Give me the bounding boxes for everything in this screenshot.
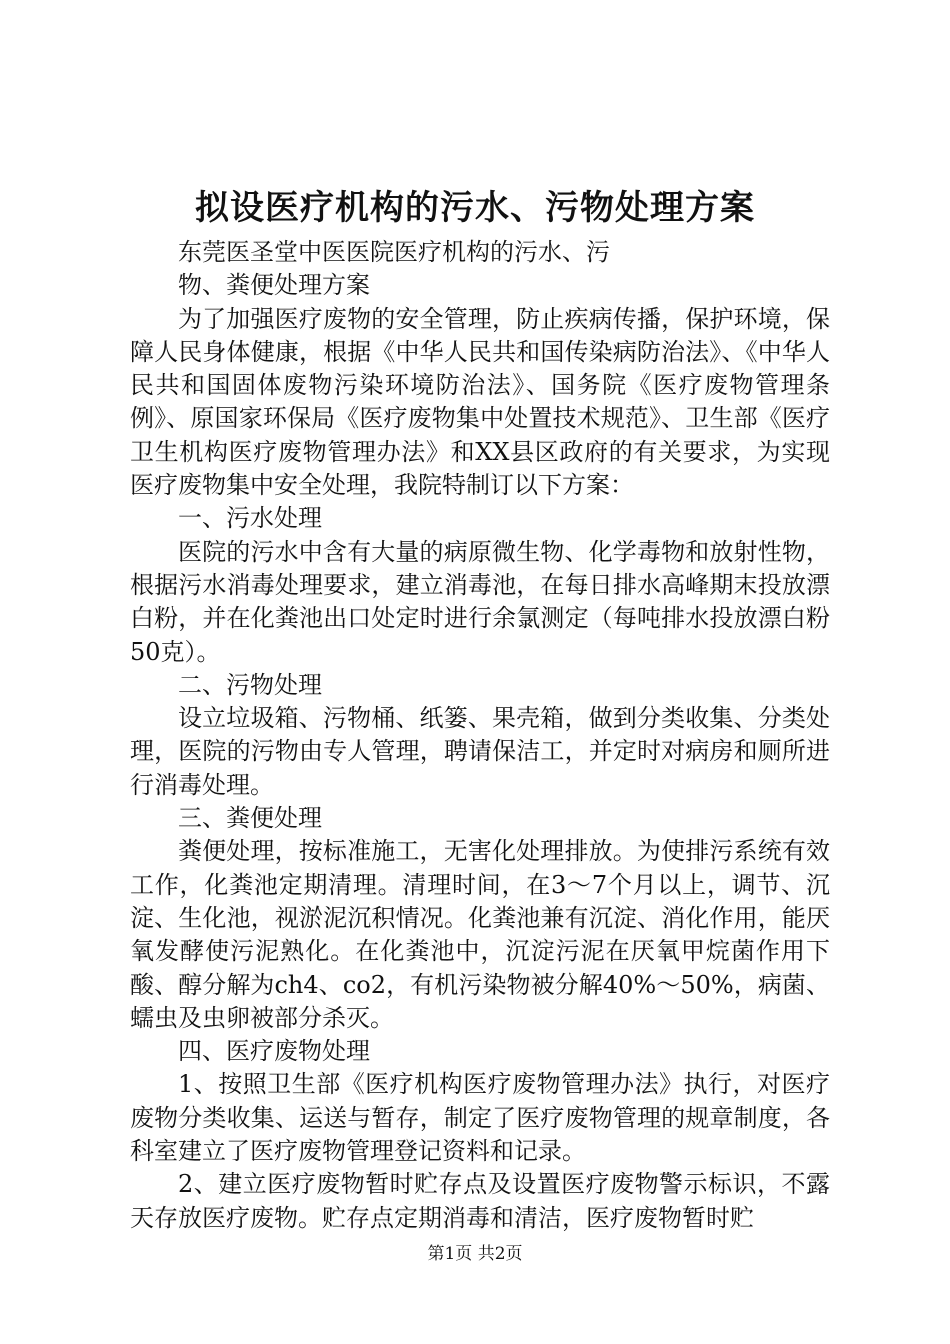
subtitle-line-2: 物、粪便处理方案 bbox=[178, 271, 370, 300]
paragraph-medical-waste-2: 2、建立医疗废物暂时贮存点及设置医疗废物警示标识，不露天存放医疗废物。贮存点定期消毒和清洁，医疗废物暂时贮 bbox=[130, 1170, 830, 1232]
paragraph-intro: 为了加强医疗废物的安全管理，防止疾病传播，保护环境，保障人民身体健康，根据《中华人民共和国传染病防治法》、《中华人民共和国固体废物污染环境防治法》、国务院《医疗废物管理条例》、原国家环保局《医疗废物集中处置技术规范》、卫生部《医疗卫生机构医疗废物管理办法》和XX县区政府的有关要求，为实现医疗废物集中安全处理，我院特制订以下方案： bbox=[130, 304, 830, 500]
subtitle-line-1: 东莞医圣堂中医医院医疗机构的污水、污 bbox=[178, 238, 610, 266]
page-footer: 第1页 共2页 bbox=[427, 1244, 523, 1264]
section-heading-waste: 二、污物处理 bbox=[178, 670, 322, 699]
document-body bbox=[130, 236, 830, 1235]
paragraph-feces: 粪便处理，按标准施工，无害化处理排放。为使排污系统有效工作，化粪池定期清理。清理时间，在3～7个月以上，调节、沉淀、生化池，视淤泥沉积情况。化粪池兼有沉淀、消化作用，能厌氧发酵使污泥熟化。在化粪池中，沉淀污泥在厌氧甲烷菌作用下酸、醇分解为ch4、co2，有机污染物被分解40%～50%，病菌、蠕虫及虫卵被部分杀灭。 bbox=[130, 837, 830, 1032]
document-title: 拟设医疗机构的污水、污物处理方案 bbox=[195, 188, 755, 228]
section-heading-medical-waste: 四、医疗废物处理 bbox=[178, 1037, 370, 1066]
paragraph-medical-waste-1: 1、按照卫生部《医疗机构医疗废物管理办法》执行，对医疗废物分类收集、运送与暂存，制定了医疗废物管理的规章制度，各科室建立了医疗废物管理登记资料和记录。 bbox=[130, 1070, 830, 1166]
section-heading-feces: 三、粪便处理 bbox=[178, 804, 322, 833]
paragraph-sewage: 医院的污水中含有大量的病原微生物、化学毒物和放射性物，根据污水消毒处理要求，建立消毒池，在每日排水高峰期末投放漂白粉，并在化粪池出口处定时进行余氯测定（每吨排水投放漂白粉50克）。 bbox=[130, 537, 830, 666]
section-heading-sewage: 一、污水处理 bbox=[178, 504, 322, 533]
paragraph-waste: 设立垃圾箱、污物桶、纸篓、果壳箱，做到分类收集、分类处理，医院的污物由专人管理，聘请保洁工，并定时对病房和厕所进行消毒处理。 bbox=[130, 704, 830, 799]
